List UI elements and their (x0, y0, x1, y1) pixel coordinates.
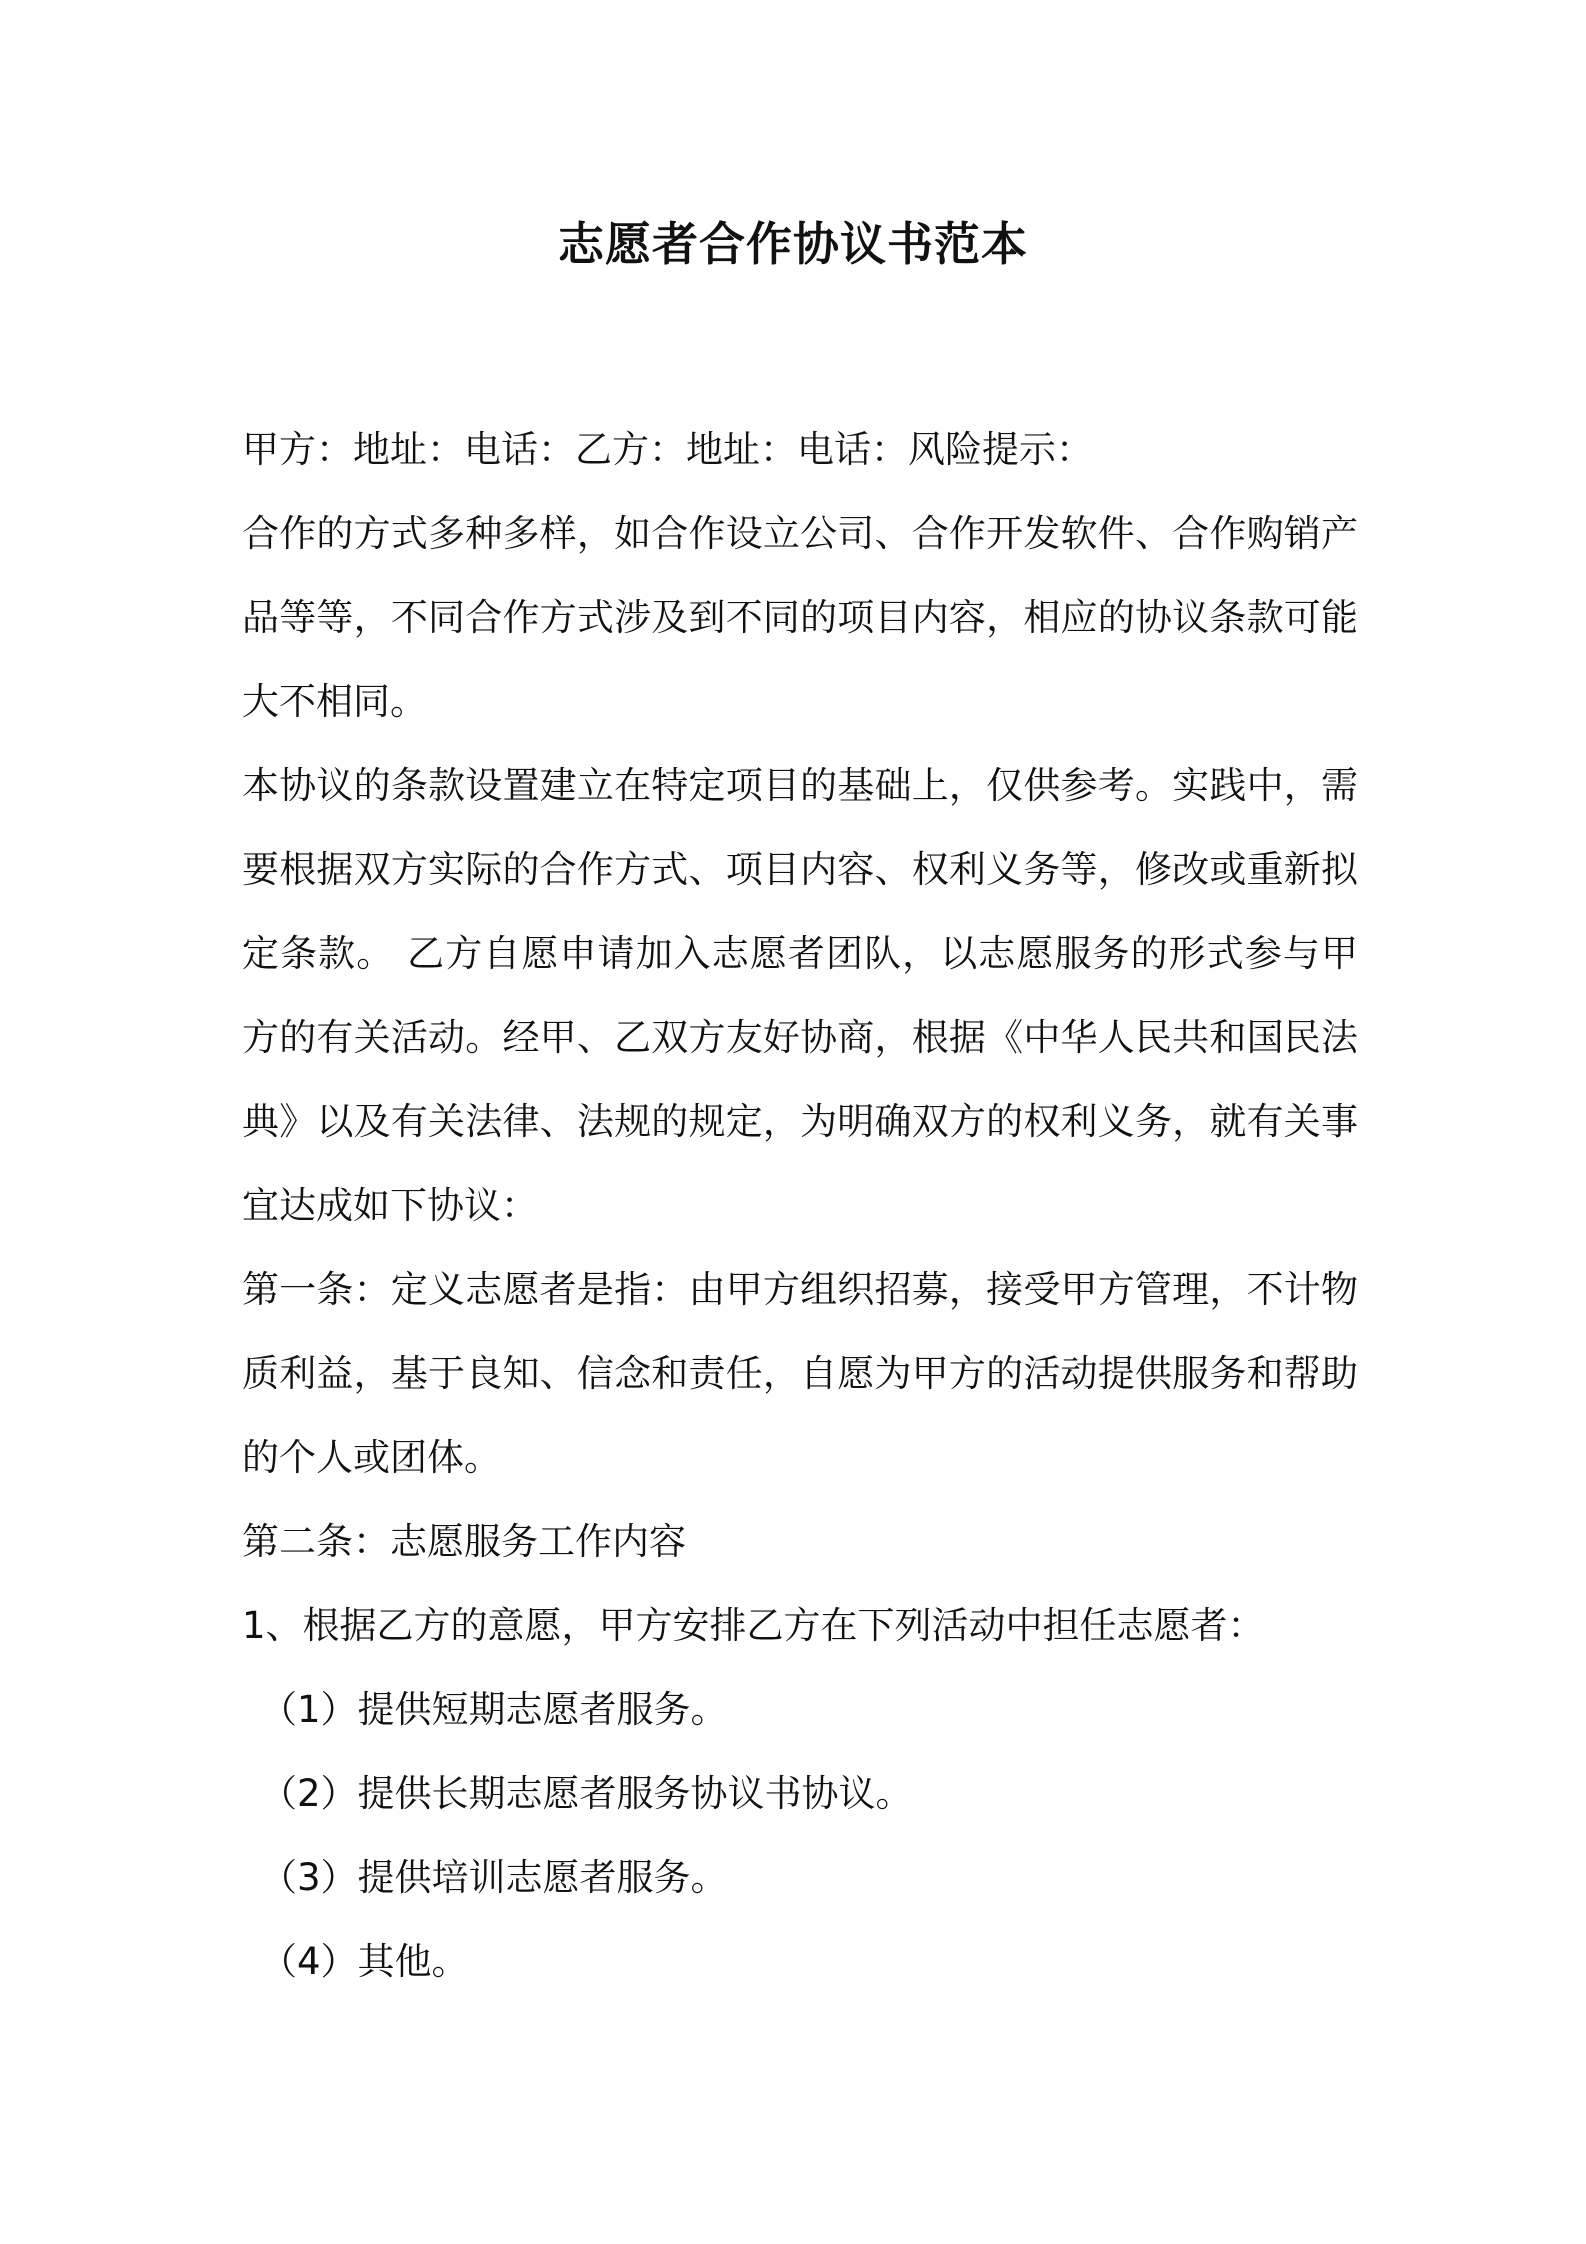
list-item: （3）提供培训志愿者服务。 (260, 1856, 728, 1899)
document-title: 志愿者合作协议书范本 (558, 217, 1028, 271)
list-item: （4）其他。 (260, 1940, 469, 1983)
article-two-clause-one: 1、根据乙方的意愿，甲方安排乙方在下列活动中担任志愿者： (242, 1604, 1265, 1647)
article-two-heading: 第二条：志愿服务工作内容 (242, 1520, 686, 1563)
party-info-line: 甲方：地址：电话：乙方：地址：电话：风险提示： (242, 428, 1093, 471)
agreement-basis-paragraph: 本协议的条款设置建立在特定项目的基础上，仅供参考。实践中，需要根据双方实际的合作方式、项目内容、权利义务等，修改或重新拟定条款。 乙方自愿申请加入志愿者团队，以志愿服务的形式参与甲方的有关活动。经甲、乙双方友好协商，根据《中华人民共和国民法典》以及有关法律、法规的规定，为明确双方的权利义务，就有关事宜达成如下协议： (242, 764, 1358, 1227)
list-item: （1）提供短期志愿者服务。 (260, 1688, 728, 1731)
article-one-definition: 第一条：定义志愿者是指：由甲方组织招募，接受甲方管理，不计物质利益，基于良知、信念和责任，自愿为甲方的活动提供服务和帮助的个人或团体。 (242, 1268, 1358, 1479)
document-body (242, 408, 1358, 2004)
list-item: （2）提供长期志愿者服务协议书协议。 (260, 1772, 913, 1815)
cooperation-methods-paragraph: 合作的方式多种多样，如合作设立公司、合作开发软件、合作购销产品等等，不同合作方式涉及到不同的项目内容，相应的协议条款可能大不相同。 (242, 512, 1358, 723)
